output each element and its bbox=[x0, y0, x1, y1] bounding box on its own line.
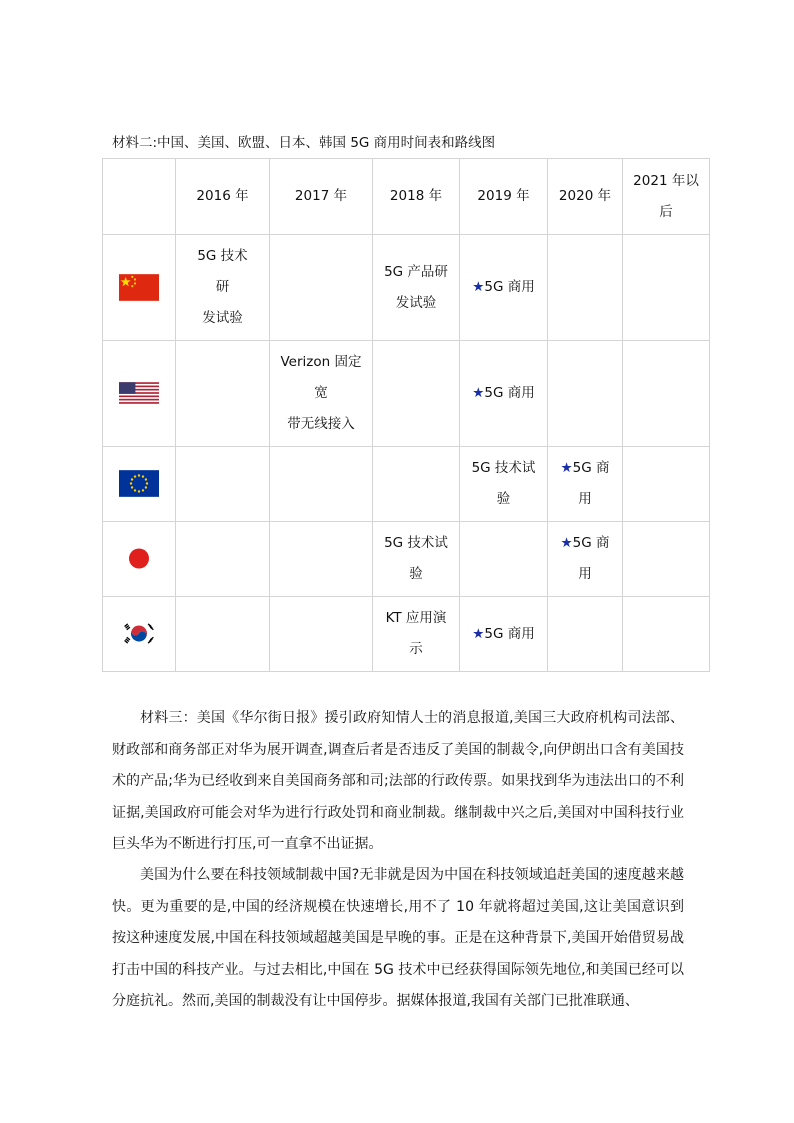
eu-flag-icon bbox=[119, 470, 159, 497]
paragraph-analysis: 美国为什么要在科技领域制裁中国?无非就是因为中国在科技领域追赶美国的速度越来越快。更为重要的是,中国的经济规模在快速增长,用不了 10 年就将超过美国,这让美国意识到按这种速度发展,中国在科技领域超越美国是早晚的事。正是在这种背景下,美国开始借贸易战打击中国的科技产业。与过去相比,中国在 5G 技术中已经获得国际领先地位,和美国已经可以分庭抗礼。然而,美国的制裁没有让中国停步。据媒体报道,我国有关部门已批准联通、 bbox=[112, 867, 684, 1009]
table-cell bbox=[548, 597, 623, 672]
usa-flag-icon bbox=[119, 382, 159, 404]
table-cell: ★5G 商用 bbox=[460, 341, 548, 447]
table-cell bbox=[373, 447, 460, 522]
table-cell bbox=[460, 522, 548, 597]
paragraph-material-three: 材料三：美国《华尔街日报》援引政府知情人士的消息报道,美国三大政府机构司法部、财政部和商务部正对华为展开调查,调查后者是否违反了美国的制裁令,向伊朗出口含有美国技术的产品;华为已经收到来自美国商务部和司;法部的行政传票。如果找到华为违法出口的不利证据,美国政府可能会对华为进行行政处罚和商业制裁。继制裁中兴之后,美国对中国科技行业巨头华为不断进行打压,可一直拿不出证据。 bbox=[112, 710, 684, 852]
table-cell bbox=[548, 235, 623, 341]
table-cell bbox=[623, 447, 710, 522]
flag-cell bbox=[103, 597, 176, 672]
table-cell bbox=[373, 341, 460, 447]
table-caption: 材料二:中国、美国、欧盟、日本、韩国 5G 商用时间表和路线图 bbox=[112, 135, 496, 151]
table-cell bbox=[176, 522, 270, 597]
table-cell bbox=[270, 522, 373, 597]
table-cell: Verizon 固定 宽 带无线接入 bbox=[270, 341, 373, 447]
header-cell-2021: 2021 年以 后 bbox=[623, 159, 710, 235]
table-row-japan bbox=[103, 522, 710, 597]
flag-cell bbox=[103, 447, 176, 522]
table-cell: ★5G 商 用 bbox=[548, 447, 623, 522]
table-cell bbox=[270, 235, 373, 341]
flag-cell bbox=[103, 235, 176, 341]
flag-cell bbox=[103, 522, 176, 597]
table-cell bbox=[176, 447, 270, 522]
table-cell bbox=[623, 341, 710, 447]
header-cell-2017: 2017 年 bbox=[270, 159, 373, 235]
table-cell: 5G 技术 研 发试验 bbox=[176, 235, 270, 341]
header-cell-2018: 2018 年 bbox=[373, 159, 460, 235]
table-cell bbox=[623, 597, 710, 672]
table-cell bbox=[270, 447, 373, 522]
header-cell-2016: 2016 年 bbox=[176, 159, 270, 235]
table-cell bbox=[176, 597, 270, 672]
5g-timeline-table bbox=[102, 158, 710, 672]
japan-flag-icon bbox=[119, 545, 159, 572]
korea-flag-icon bbox=[119, 620, 159, 647]
table-row-eu bbox=[103, 447, 710, 522]
table-row-china bbox=[103, 235, 710, 341]
header-cell-2019: 2019 年 bbox=[460, 159, 548, 235]
table-cell: 5G 技术试 验 bbox=[373, 522, 460, 597]
table-cell: ★5G 商用 bbox=[460, 597, 548, 672]
star-icon: ★ bbox=[560, 535, 573, 551]
table-header-row bbox=[103, 159, 710, 235]
header-cell-empty bbox=[103, 159, 176, 235]
star-icon: ★ bbox=[472, 279, 485, 295]
table-row-usa bbox=[103, 341, 710, 447]
table-cell bbox=[623, 235, 710, 341]
table-row-korea bbox=[103, 597, 710, 672]
table-cell: 5G 产品研 发试验 bbox=[373, 235, 460, 341]
star-icon: ★ bbox=[560, 460, 573, 476]
star-icon: ★ bbox=[472, 385, 485, 401]
table-cell: ★5G 商用 bbox=[460, 235, 548, 341]
table-cell bbox=[623, 522, 710, 597]
table-cell bbox=[548, 341, 623, 447]
table-cell: KT 应用演 示 bbox=[373, 597, 460, 672]
header-cell-2020: 2020 年 bbox=[548, 159, 623, 235]
table-cell: 5G 技术试 验 bbox=[460, 447, 548, 522]
flag-cell bbox=[103, 341, 176, 447]
table-cell bbox=[176, 341, 270, 447]
table-cell bbox=[270, 597, 373, 672]
china-flag-icon bbox=[119, 274, 159, 301]
table-cell: ★5G 商 用 bbox=[548, 522, 623, 597]
star-icon: ★ bbox=[472, 625, 485, 642]
